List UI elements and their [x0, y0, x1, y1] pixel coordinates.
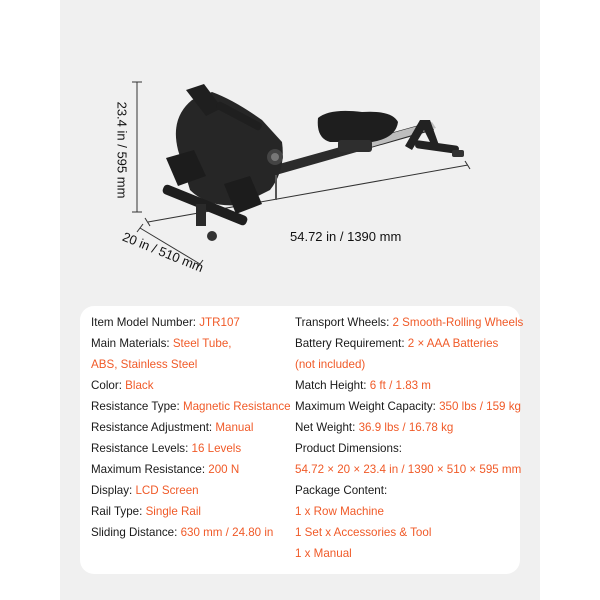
- spec-row: [91, 480, 291, 501]
- spec-label: Maximum Resistance:: [91, 463, 209, 476]
- spec-row: [295, 333, 523, 354]
- spec-row: [91, 459, 291, 480]
- spec-row: [91, 438, 291, 459]
- height-dimension-label: 23.4 in / 595 mm: [114, 101, 130, 199]
- spec-value: (not included): [295, 358, 366, 371]
- spec-label: Resistance Levels:: [91, 442, 192, 455]
- spec-value: 54.72 × 20 × 23.4 in / 1390 × 510 × 595 mm: [295, 463, 522, 476]
- spec-row: [295, 396, 523, 417]
- spec-row: [91, 375, 291, 396]
- spec-row: [91, 354, 291, 375]
- spec-row: [295, 480, 523, 501]
- spec-row: [295, 375, 523, 396]
- spec-label: Item Model Number:: [91, 316, 200, 329]
- spec-row: [91, 312, 291, 333]
- spec-row: [91, 396, 291, 417]
- spec-label: Maximum Weight Capacity:: [295, 400, 440, 413]
- spec-value: Single Rail: [145, 505, 201, 518]
- spec-value: 6 ft / 1.83 m: [369, 379, 431, 392]
- spec-row: [295, 354, 523, 375]
- spec-label: Battery Requirement:: [295, 337, 408, 350]
- length-dimension-label: 54.72 in / 1390 mm: [290, 229, 402, 244]
- spec-value: 2 Smooth-Rolling Wheels: [392, 316, 524, 329]
- spec-row: [295, 543, 523, 564]
- seat: [318, 111, 398, 152]
- spec-value: LCD Screen: [135, 484, 199, 497]
- spec-value: 200 N: [208, 463, 240, 476]
- rear-foot: [405, 120, 464, 157]
- spec-value: 350 lbs / 159 kg: [439, 400, 521, 413]
- spec-label: Sliding Distance:: [91, 526, 181, 539]
- spec-row: [295, 438, 523, 459]
- spec-value: 36.9 lbs / 16.78 kg: [358, 421, 454, 434]
- spec-row: [295, 501, 523, 522]
- spec-label: Rail Type:: [91, 505, 146, 518]
- spec-value: Manual: [215, 421, 254, 434]
- width-dimension-label: 20 in / 510 mm: [120, 228, 206, 276]
- spec-value: 1 Set x Accessories & Tool: [295, 526, 432, 539]
- spec-row: [91, 417, 291, 438]
- spec-label: Resistance Adjustment:: [91, 421, 216, 434]
- spec-value: 1 x Manual: [295, 547, 352, 560]
- spec-value: Black: [125, 379, 154, 392]
- spec-value: 630 mm / 24.80 in: [180, 526, 274, 539]
- spec-label: Net Weight:: [295, 421, 359, 434]
- spec-row: [295, 312, 523, 333]
- spec-value: 1 x Row Machine: [295, 505, 384, 518]
- spec-column-right: [295, 312, 523, 564]
- spec-value: Magnetic Resistance: [182, 400, 291, 413]
- spec-row: [295, 459, 523, 480]
- spec-label: Package Content:: [295, 484, 388, 497]
- spec-label: Main Materials:: [91, 337, 173, 350]
- spec-label: Transport Wheels:: [295, 316, 393, 329]
- spec-value: Steel Tube,: [172, 337, 232, 350]
- spec-row: [91, 522, 291, 543]
- spec-value: 16 Levels: [191, 442, 242, 455]
- spec-label: Product Dimensions:: [295, 442, 402, 455]
- spec-label: Display:: [91, 484, 136, 497]
- spec-value: ABS, Stainless Steel: [91, 358, 198, 371]
- spec-value: JTR107: [199, 316, 240, 329]
- spec-row: [295, 522, 523, 543]
- spec-row: [295, 417, 523, 438]
- spec-label: Color:: [91, 379, 126, 392]
- spec-label: Match Height:: [295, 379, 370, 392]
- spec-label: Resistance Type:: [91, 400, 183, 413]
- spec-row: [91, 501, 291, 522]
- spec-row: [91, 333, 291, 354]
- spec-value: 2 × AAA Batteries: [407, 337, 499, 350]
- spec-column-left: [91, 312, 291, 543]
